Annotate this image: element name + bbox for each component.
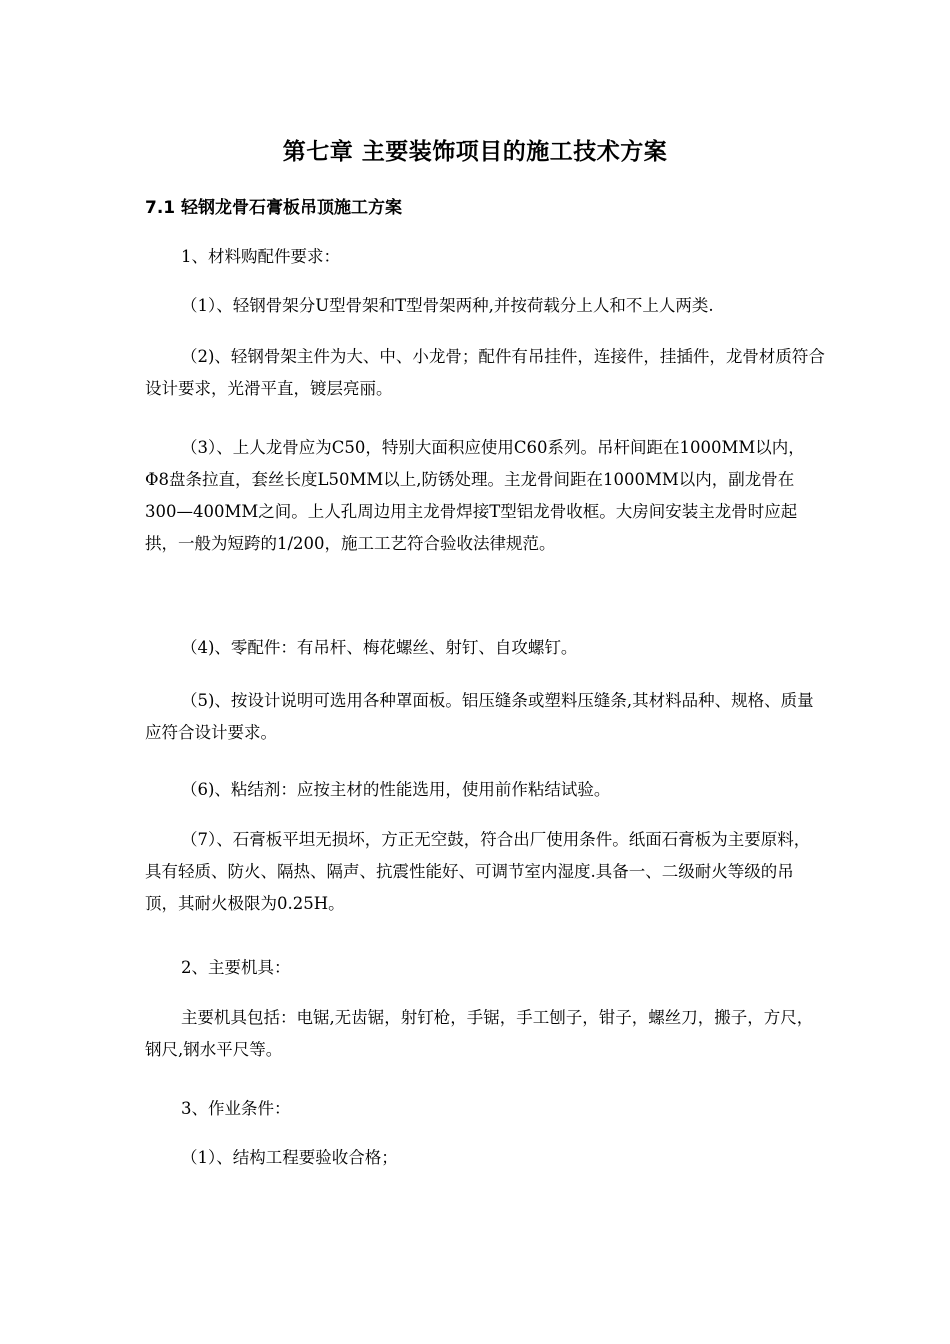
paragraph-3: （3）、上人龙骨应为C50，特别大面积应使用C60系列。吊杆间距在1000MM以内，Φ8盘条拉直，套丝长度L50MM以上,防锈处理。主龙骨间距在1000MM以内，副龙骨在300—400MM之间。上人孔周边用主龙骨焊接T型铝龙骨收框。大房间安装主龙骨时应起拱，一般为短跨的1/200，施工工艺符合验收法律规范。	[145, 438, 805, 553]
paragraph-5: （5)、按设计说明可选用各种罩面板。铝压缝条或塑料压缝条,其材料品种、规格、质量应符合设计要求。	[145, 691, 814, 742]
paragraph-1: （1）、轻钢骨架分U型骨架和T型骨架两种,并按荷载分上人和不上人两类.	[181, 296, 714, 315]
heading-tools: 2、主要机具：	[181, 958, 291, 977]
paragraph-conditions-1: （1）、结构工程要验收合格；	[181, 1148, 398, 1167]
paragraph-tools: 主要机具包括：电锯,无齿锯，射钉枪，手锯，手工刨子，钳子，螺丝刀，搬子，方尺，钢尺,钢水平尺等。	[145, 1008, 814, 1059]
chapter-title: 第七章 主要装饰项目的施工技术方案	[282, 139, 668, 165]
paragraph-4: （4)、零配件：有吊杆、梅花螺丝、射钉、自攻螺钉。	[181, 638, 578, 657]
paragraph-2: （2)、轻钢骨架主件为大、中、小龙骨；配件有吊挂件，连接件，挂插件，龙骨材质符合设计要求，光滑平直，镀层亮丽。	[145, 347, 825, 398]
paragraph-6: （6)、粘结剂：应按主材的性能选用，使用前作粘结试验。	[181, 780, 611, 799]
heading-conditions: 3、作业条件：	[181, 1099, 291, 1118]
paragraph-7: （7）、石膏板平坦无损坏，方正无空鼓，符合出厂使用条件。纸面石膏板为主要原料，具有轻质、防火、隔热、隔声、抗震性能好、可调节室内湿度.具备一、二级耐火等级的吊顶，其耐火极限为0.25H。	[145, 830, 811, 913]
heading-materials: 1、材料购配件要求：	[181, 247, 340, 266]
section-title: 7.1 轻钢龙骨石膏板吊顶施工方案	[145, 198, 403, 218]
